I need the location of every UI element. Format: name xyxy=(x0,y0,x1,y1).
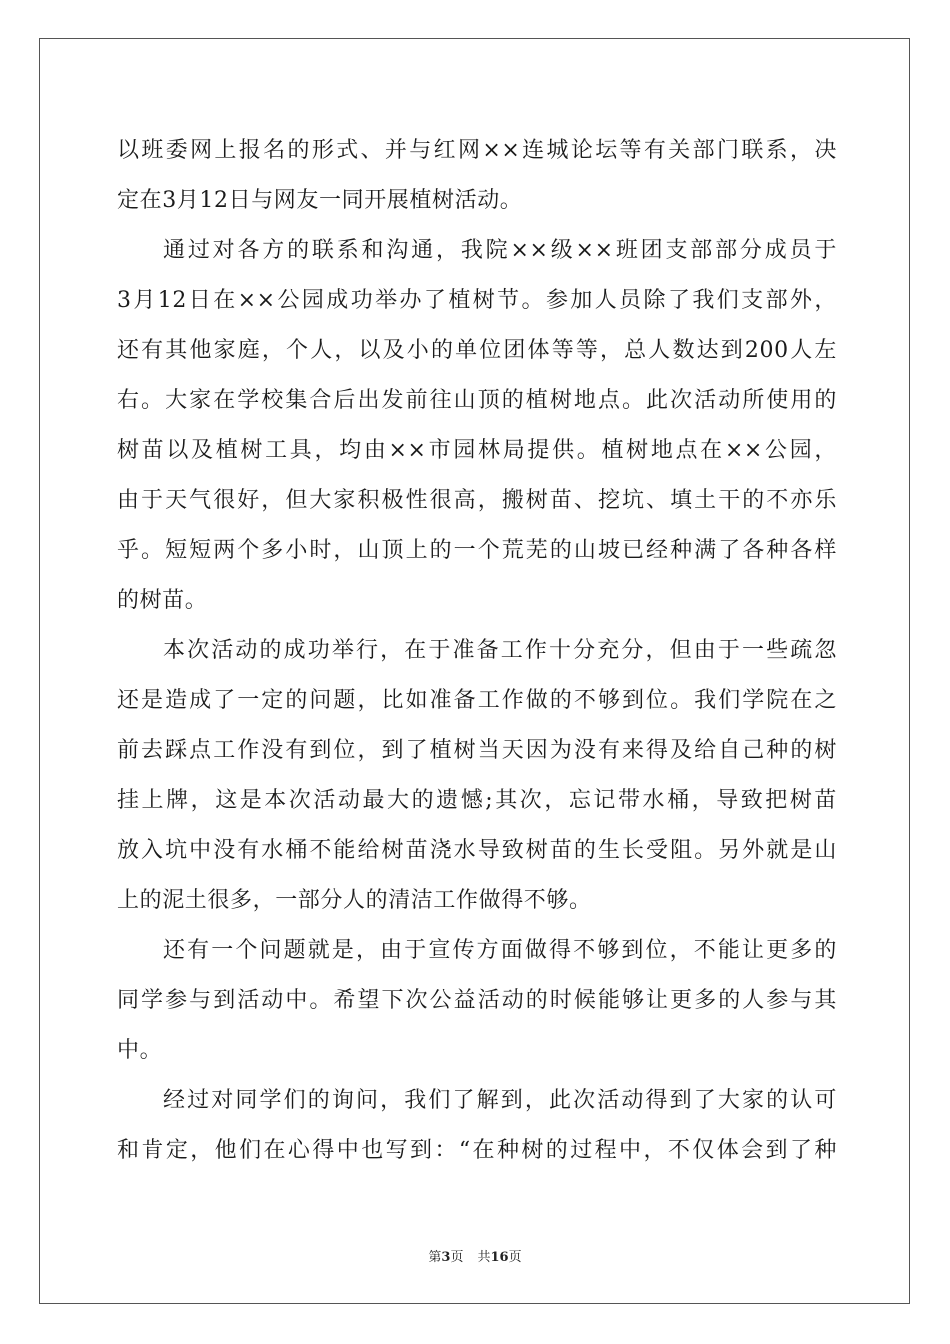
text-line: 上的泥土很多，一部分人的清洁工作做得不够。 xyxy=(117,888,592,913)
text-line: 放入坑中没有水桶不能给树苗浇水导致树苗的生长受阻。另外就是山 xyxy=(117,838,837,863)
text-line: 定在3月12日与网友一同开展植树活动。 xyxy=(117,188,523,213)
text-line: 3月12日在××公园成功举办了植树节。参加人员除了我们支部外， xyxy=(117,288,837,313)
total-prefix: 共 xyxy=(477,1250,491,1265)
text-line: 右。大家在学校集合后出发前往山顶的植树地点。此次活动所使用的 xyxy=(117,388,837,413)
page-suffix: 页 xyxy=(450,1250,464,1265)
text-line: 还是造成了一定的问题，比如准备工作做的不够到位。我们学院在之 xyxy=(117,688,837,713)
document-body xyxy=(117,126,837,1176)
text-line: 和肯定，他们在心得中也写到：“在种树的过程中，不仅体会到了种 xyxy=(117,1138,837,1163)
text-line: 由于天气很好，但大家积极性很高，搬树苗、挖坑、填土干的不亦乐 xyxy=(117,488,837,513)
page-footer xyxy=(0,1246,950,1265)
text-line: 前去踩点工作没有到位，到了植树当天因为没有来得及给自己种的树 xyxy=(117,738,837,763)
text-line: 乎。短短两个多小时，山顶上的一个荒芜的山坡已经种满了各种各样 xyxy=(117,538,837,563)
current-page-number: 3 xyxy=(441,1250,451,1265)
total-suffix: 页 xyxy=(508,1250,522,1265)
paragraph-start-line: 本次活动的成功举行，在于准备工作十分充分，但由于一些疏忽 xyxy=(163,638,837,663)
text-line: 的树苗。 xyxy=(117,588,208,613)
text-line: 以班委网上报名的形式、并与红网××连城论坛等有关部门联系，决 xyxy=(117,138,837,163)
paragraph-start-line: 通过对各方的联系和沟通，我院××级××班团支部部分成员于 xyxy=(163,238,837,263)
total-page-count: 16 xyxy=(490,1250,509,1265)
page-prefix: 第 xyxy=(428,1250,442,1265)
text-line: 还有其他家庭，个人，以及小的单位团体等等，总人数达到200人左 xyxy=(117,338,837,363)
text-line: 中。 xyxy=(117,1038,163,1063)
paragraph-start-line: 还有一个问题就是，由于宣传方面做得不够到位，不能让更多的 xyxy=(163,938,837,963)
paragraph-start-line: 经过对同学们的询问，我们了解到，此次活动得到了大家的认可 xyxy=(163,1088,837,1113)
text-line: 同学参与到活动中。希望下次公益活动的时候能够让更多的人参与其 xyxy=(117,988,837,1013)
text-line: 树苗以及植树工具，均由××市园林局提供。植树地点在××公园， xyxy=(117,438,837,463)
text-line: 挂上牌，这是本次活动最大的遗憾;其次，忘记带水桶，导致把树苗 xyxy=(117,788,837,813)
